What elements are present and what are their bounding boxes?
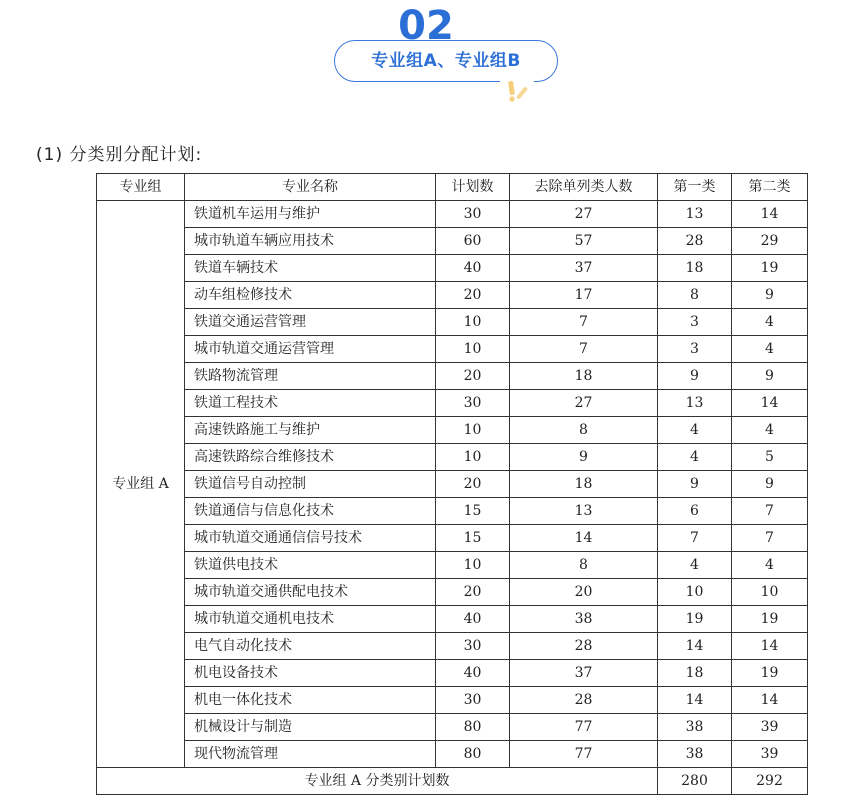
- plan-count-cell: 15: [436, 498, 510, 525]
- plan-count-cell: 10: [436, 417, 510, 444]
- major-name-cell: 高速铁路施工与维护: [185, 417, 436, 444]
- plan-count-cell: 10: [436, 309, 510, 336]
- category-1-cell: 14: [658, 687, 732, 714]
- table-row: [97, 714, 808, 741]
- plan-count-cell: 10: [436, 336, 510, 363]
- plan-count-cell: 20: [436, 471, 510, 498]
- major-name-cell: 铁道供电技术: [185, 552, 436, 579]
- table-row: [97, 282, 808, 309]
- major-name-cell: 铁道车辆技术: [185, 255, 436, 282]
- category-2-cell: 19: [732, 606, 808, 633]
- category-1-cell: 4: [658, 417, 732, 444]
- table-row: [97, 336, 808, 363]
- section-number: 02: [398, 4, 454, 40]
- major-name-cell: 铁道机车运用与维护: [185, 201, 436, 228]
- excluded-count-cell: 14: [510, 525, 658, 552]
- major-name-cell: 城市轨道交通供配电技术: [185, 579, 436, 606]
- category-2-cell: 39: [732, 714, 808, 741]
- banner-title: 专业组A、专业组B: [371, 51, 521, 71]
- table-row: [97, 687, 808, 714]
- plan-count-cell: 15: [436, 525, 510, 552]
- table-row: [97, 552, 808, 579]
- table-row: [97, 525, 808, 552]
- total-category-2: 292: [732, 768, 808, 795]
- category-2-cell: 9: [732, 282, 808, 309]
- category-1-cell: 13: [658, 201, 732, 228]
- major-name-cell: 铁道通信与信息化技术: [185, 498, 436, 525]
- plan-count-cell: 10: [436, 444, 510, 471]
- category-2-cell: 9: [732, 471, 808, 498]
- category-1-cell: 13: [658, 390, 732, 417]
- category-2-cell: 10: [732, 579, 808, 606]
- section-banner: [0, 0, 852, 110]
- excluded-count-cell: 8: [510, 552, 658, 579]
- major-name-cell: 现代物流管理: [185, 741, 436, 768]
- category-1-cell: 9: [658, 471, 732, 498]
- header-category-2: 第二类: [732, 174, 808, 201]
- plan-count-cell: 40: [436, 606, 510, 633]
- excluded-count-cell: 7: [510, 309, 658, 336]
- plan-count-cell: 40: [436, 660, 510, 687]
- category-1-cell: 19: [658, 606, 732, 633]
- excluded-count-cell: 28: [510, 687, 658, 714]
- allocation-table: [96, 173, 808, 795]
- major-name-cell: 城市轨道交通运营管理: [185, 336, 436, 363]
- major-name-cell: 机电设备技术: [185, 660, 436, 687]
- category-2-cell: 19: [732, 660, 808, 687]
- table-row: [97, 741, 808, 768]
- table-row: [97, 417, 808, 444]
- category-1-cell: 4: [658, 444, 732, 471]
- category-1-cell: 18: [658, 660, 732, 687]
- header-group: 专业组: [97, 174, 185, 201]
- table-row: [97, 498, 808, 525]
- major-name-cell: 铁道工程技术: [185, 390, 436, 417]
- excluded-count-cell: 37: [510, 255, 658, 282]
- major-name-cell: 机械设计与制造: [185, 714, 436, 741]
- table-row: [97, 201, 808, 228]
- category-2-cell: 4: [732, 417, 808, 444]
- plan-count-cell: 80: [436, 714, 510, 741]
- category-2-cell: 4: [732, 309, 808, 336]
- excluded-count-cell: 57: [510, 228, 658, 255]
- total-label: 专业组 A 分类别计划数: [97, 768, 658, 795]
- major-name-cell: 铁路物流管理: [185, 363, 436, 390]
- table-row: [97, 579, 808, 606]
- plan-count-cell: 30: [436, 687, 510, 714]
- major-name-cell: 城市轨道交通通信信号技术: [185, 525, 436, 552]
- plan-count-cell: 10: [436, 552, 510, 579]
- category-1-cell: 9: [658, 363, 732, 390]
- category-1-cell: 3: [658, 336, 732, 363]
- group-cell: 专业组 A: [97, 201, 185, 768]
- table-row: [97, 660, 808, 687]
- table-row: [97, 444, 808, 471]
- category-1-cell: 8: [658, 282, 732, 309]
- plan-count-cell: 20: [436, 282, 510, 309]
- header-category-1: 第一类: [658, 174, 732, 201]
- excluded-count-cell: 27: [510, 390, 658, 417]
- category-1-cell: 4: [658, 552, 732, 579]
- category-2-cell: 14: [732, 633, 808, 660]
- excluded-count-cell: 18: [510, 471, 658, 498]
- table-total-row: [97, 768, 808, 795]
- major-name-cell: 城市轨道车辆应用技术: [185, 228, 436, 255]
- plan-count-cell: 20: [436, 579, 510, 606]
- category-2-cell: 19: [732, 255, 808, 282]
- plan-count-cell: 30: [436, 633, 510, 660]
- major-name-cell: 机电一体化技术: [185, 687, 436, 714]
- table-row: [97, 255, 808, 282]
- excluded-count-cell: 38: [510, 606, 658, 633]
- category-1-cell: 3: [658, 309, 732, 336]
- section-heading: (1) 分类别分配计划:: [36, 145, 203, 165]
- excluded-count-cell: 18: [510, 363, 658, 390]
- category-2-cell: 7: [732, 525, 808, 552]
- category-2-cell: 14: [732, 390, 808, 417]
- plan-count-cell: 60: [436, 228, 510, 255]
- excluded-count-cell: 17: [510, 282, 658, 309]
- major-name-cell: 高速铁路综合维修技术: [185, 444, 436, 471]
- plan-count-cell: 40: [436, 255, 510, 282]
- category-2-cell: 5: [732, 444, 808, 471]
- category-1-cell: 10: [658, 579, 732, 606]
- table-row: [97, 471, 808, 498]
- table-row: [97, 309, 808, 336]
- excluded-count-cell: 27: [510, 201, 658, 228]
- total-category-1: 280: [658, 768, 732, 795]
- header-plan-count: 计划数: [436, 174, 510, 201]
- excluded-count-cell: 13: [510, 498, 658, 525]
- excluded-count-cell: 37: [510, 660, 658, 687]
- table-row: [97, 390, 808, 417]
- excluded-count-cell: 20: [510, 579, 658, 606]
- plan-count-cell: 20: [436, 363, 510, 390]
- plan-count-cell: 30: [436, 201, 510, 228]
- category-1-cell: 38: [658, 741, 732, 768]
- category-2-cell: 14: [732, 687, 808, 714]
- plan-count-cell: 30: [436, 390, 510, 417]
- category-1-cell: 6: [658, 498, 732, 525]
- excluded-count-cell: 8: [510, 417, 658, 444]
- table-row: [97, 606, 808, 633]
- category-2-cell: 14: [732, 201, 808, 228]
- category-2-cell: 4: [732, 336, 808, 363]
- category-1-cell: 28: [658, 228, 732, 255]
- plan-count-cell: 80: [436, 741, 510, 768]
- major-name-cell: 城市轨道交通机电技术: [185, 606, 436, 633]
- header-major-name: 专业名称: [185, 174, 436, 201]
- excluded-count-cell: 28: [510, 633, 658, 660]
- category-2-cell: 7: [732, 498, 808, 525]
- category-2-cell: 9: [732, 363, 808, 390]
- major-name-cell: 铁道交通运营管理: [185, 309, 436, 336]
- excluded-count-cell: 77: [510, 741, 658, 768]
- excluded-count-cell: 9: [510, 444, 658, 471]
- table-row: [97, 633, 808, 660]
- major-name-cell: 电气自动化技术: [185, 633, 436, 660]
- excluded-count-cell: 7: [510, 336, 658, 363]
- category-2-cell: 29: [732, 228, 808, 255]
- excluded-count-cell: 77: [510, 714, 658, 741]
- category-2-cell: 39: [732, 741, 808, 768]
- major-name-cell: 动车组检修技术: [185, 282, 436, 309]
- table-row: [97, 363, 808, 390]
- major-name-cell: 铁道信号自动控制: [185, 471, 436, 498]
- header-excluded-count: 去除单列类人数: [510, 174, 658, 201]
- table-header-row: [97, 174, 808, 201]
- category-1-cell: 7: [658, 525, 732, 552]
- table-row: [97, 228, 808, 255]
- table-body: [97, 201, 808, 795]
- category-2-cell: 4: [732, 552, 808, 579]
- category-1-cell: 18: [658, 255, 732, 282]
- category-1-cell: 38: [658, 714, 732, 741]
- category-1-cell: 14: [658, 633, 732, 660]
- decorative-marks-icon: [506, 80, 534, 104]
